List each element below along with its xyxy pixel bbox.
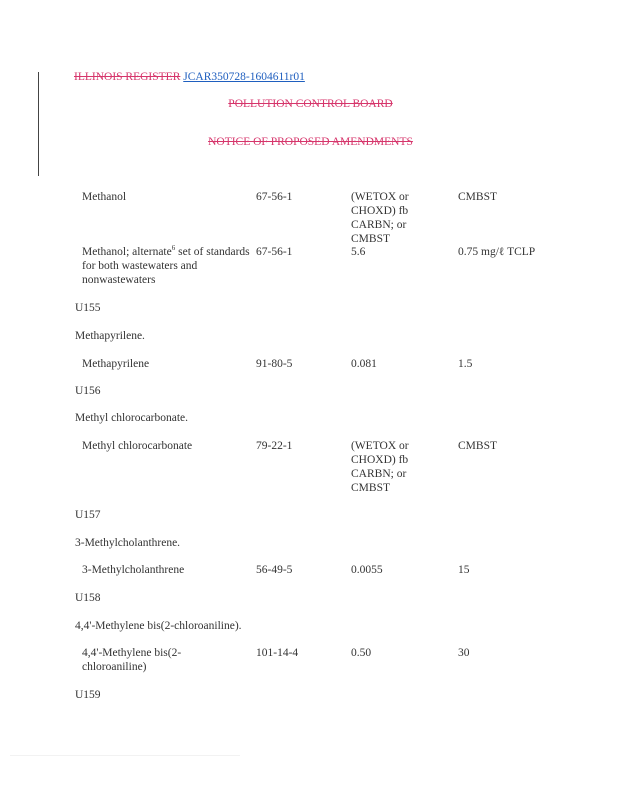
section-title: Methapyrilene. xyxy=(75,330,145,342)
nonwastewater-standard: 0.75 mg/ℓ TCLP xyxy=(458,246,536,258)
wastewater-standard: (WETOX or CHOXD) fb CARBN; or CMBST xyxy=(351,191,409,245)
register-heading xyxy=(74,71,305,83)
inserted-jcar-code: JCAR350728-1604611r01 xyxy=(183,71,305,83)
cas-number: 79-22-1 xyxy=(256,440,293,452)
nonwastewater-standard: CMBST xyxy=(458,440,497,452)
constituent-name-text: Methanol; alternate xyxy=(82,246,172,258)
cas-number: 67-56-1 xyxy=(256,191,293,203)
cas-number: 56-49-5 xyxy=(256,564,293,576)
board-title: POLLUTION CONTROL BOARD xyxy=(228,98,393,110)
cas-number: 67-56-1 xyxy=(256,246,293,258)
section-code: U159 xyxy=(75,689,101,701)
section-title: 3-Methylcholanthrene. xyxy=(75,537,181,549)
section-title: 4,4'-Methylene bis(2-chloroaniline). xyxy=(75,620,242,632)
wastewater-standard: 0.0055 xyxy=(351,564,383,576)
constituent-name: Methyl chlorocarbonate xyxy=(82,440,193,452)
constituent-name: 4,4'-Methylene bis(2-chloroaniline) xyxy=(82,647,182,673)
wastewater-standard: 5.6 xyxy=(351,246,366,258)
section-code: U158 xyxy=(75,592,101,604)
cas-number: 101-14-4 xyxy=(256,647,299,659)
wastewater-standard: 0.081 xyxy=(351,358,377,370)
footer-divider xyxy=(10,755,240,756)
nonwastewater-standard: CMBST xyxy=(458,191,497,203)
nonwastewater-standard: 30 xyxy=(458,647,470,659)
change-bar xyxy=(38,72,39,176)
footnote-marker: 6 xyxy=(171,244,176,253)
constituent-name: Methanol xyxy=(82,191,127,203)
constituent-name xyxy=(82,245,252,287)
wastewater-standard: 0.50 xyxy=(351,647,372,659)
nonwastewater-standard: 15 xyxy=(458,564,470,576)
nonwastewater-standard: 1.5 xyxy=(458,358,473,370)
constituent-name: Methapyrilene xyxy=(82,358,150,370)
constituent-name: 3-Methylcholanthrene xyxy=(82,564,185,576)
section-code: U156 xyxy=(75,385,101,397)
constituent-name-text-cont: set of standards for both wastewaters and nonwastewaters xyxy=(82,246,250,286)
section-code: U157 xyxy=(75,509,101,521)
notice-title: NOTICE OF PROPOSED AMENDMENTS xyxy=(208,136,413,148)
struck-register-title: ILLINOIS REGISTER xyxy=(74,71,181,83)
wastewater-standard: (WETOX or CHOXD) fb CARBN; or CMBST xyxy=(351,440,409,494)
cas-number: 91-80-5 xyxy=(256,358,293,370)
section-code: U155 xyxy=(75,302,101,314)
section-title: Methyl chlorocarbonate. xyxy=(75,412,189,424)
